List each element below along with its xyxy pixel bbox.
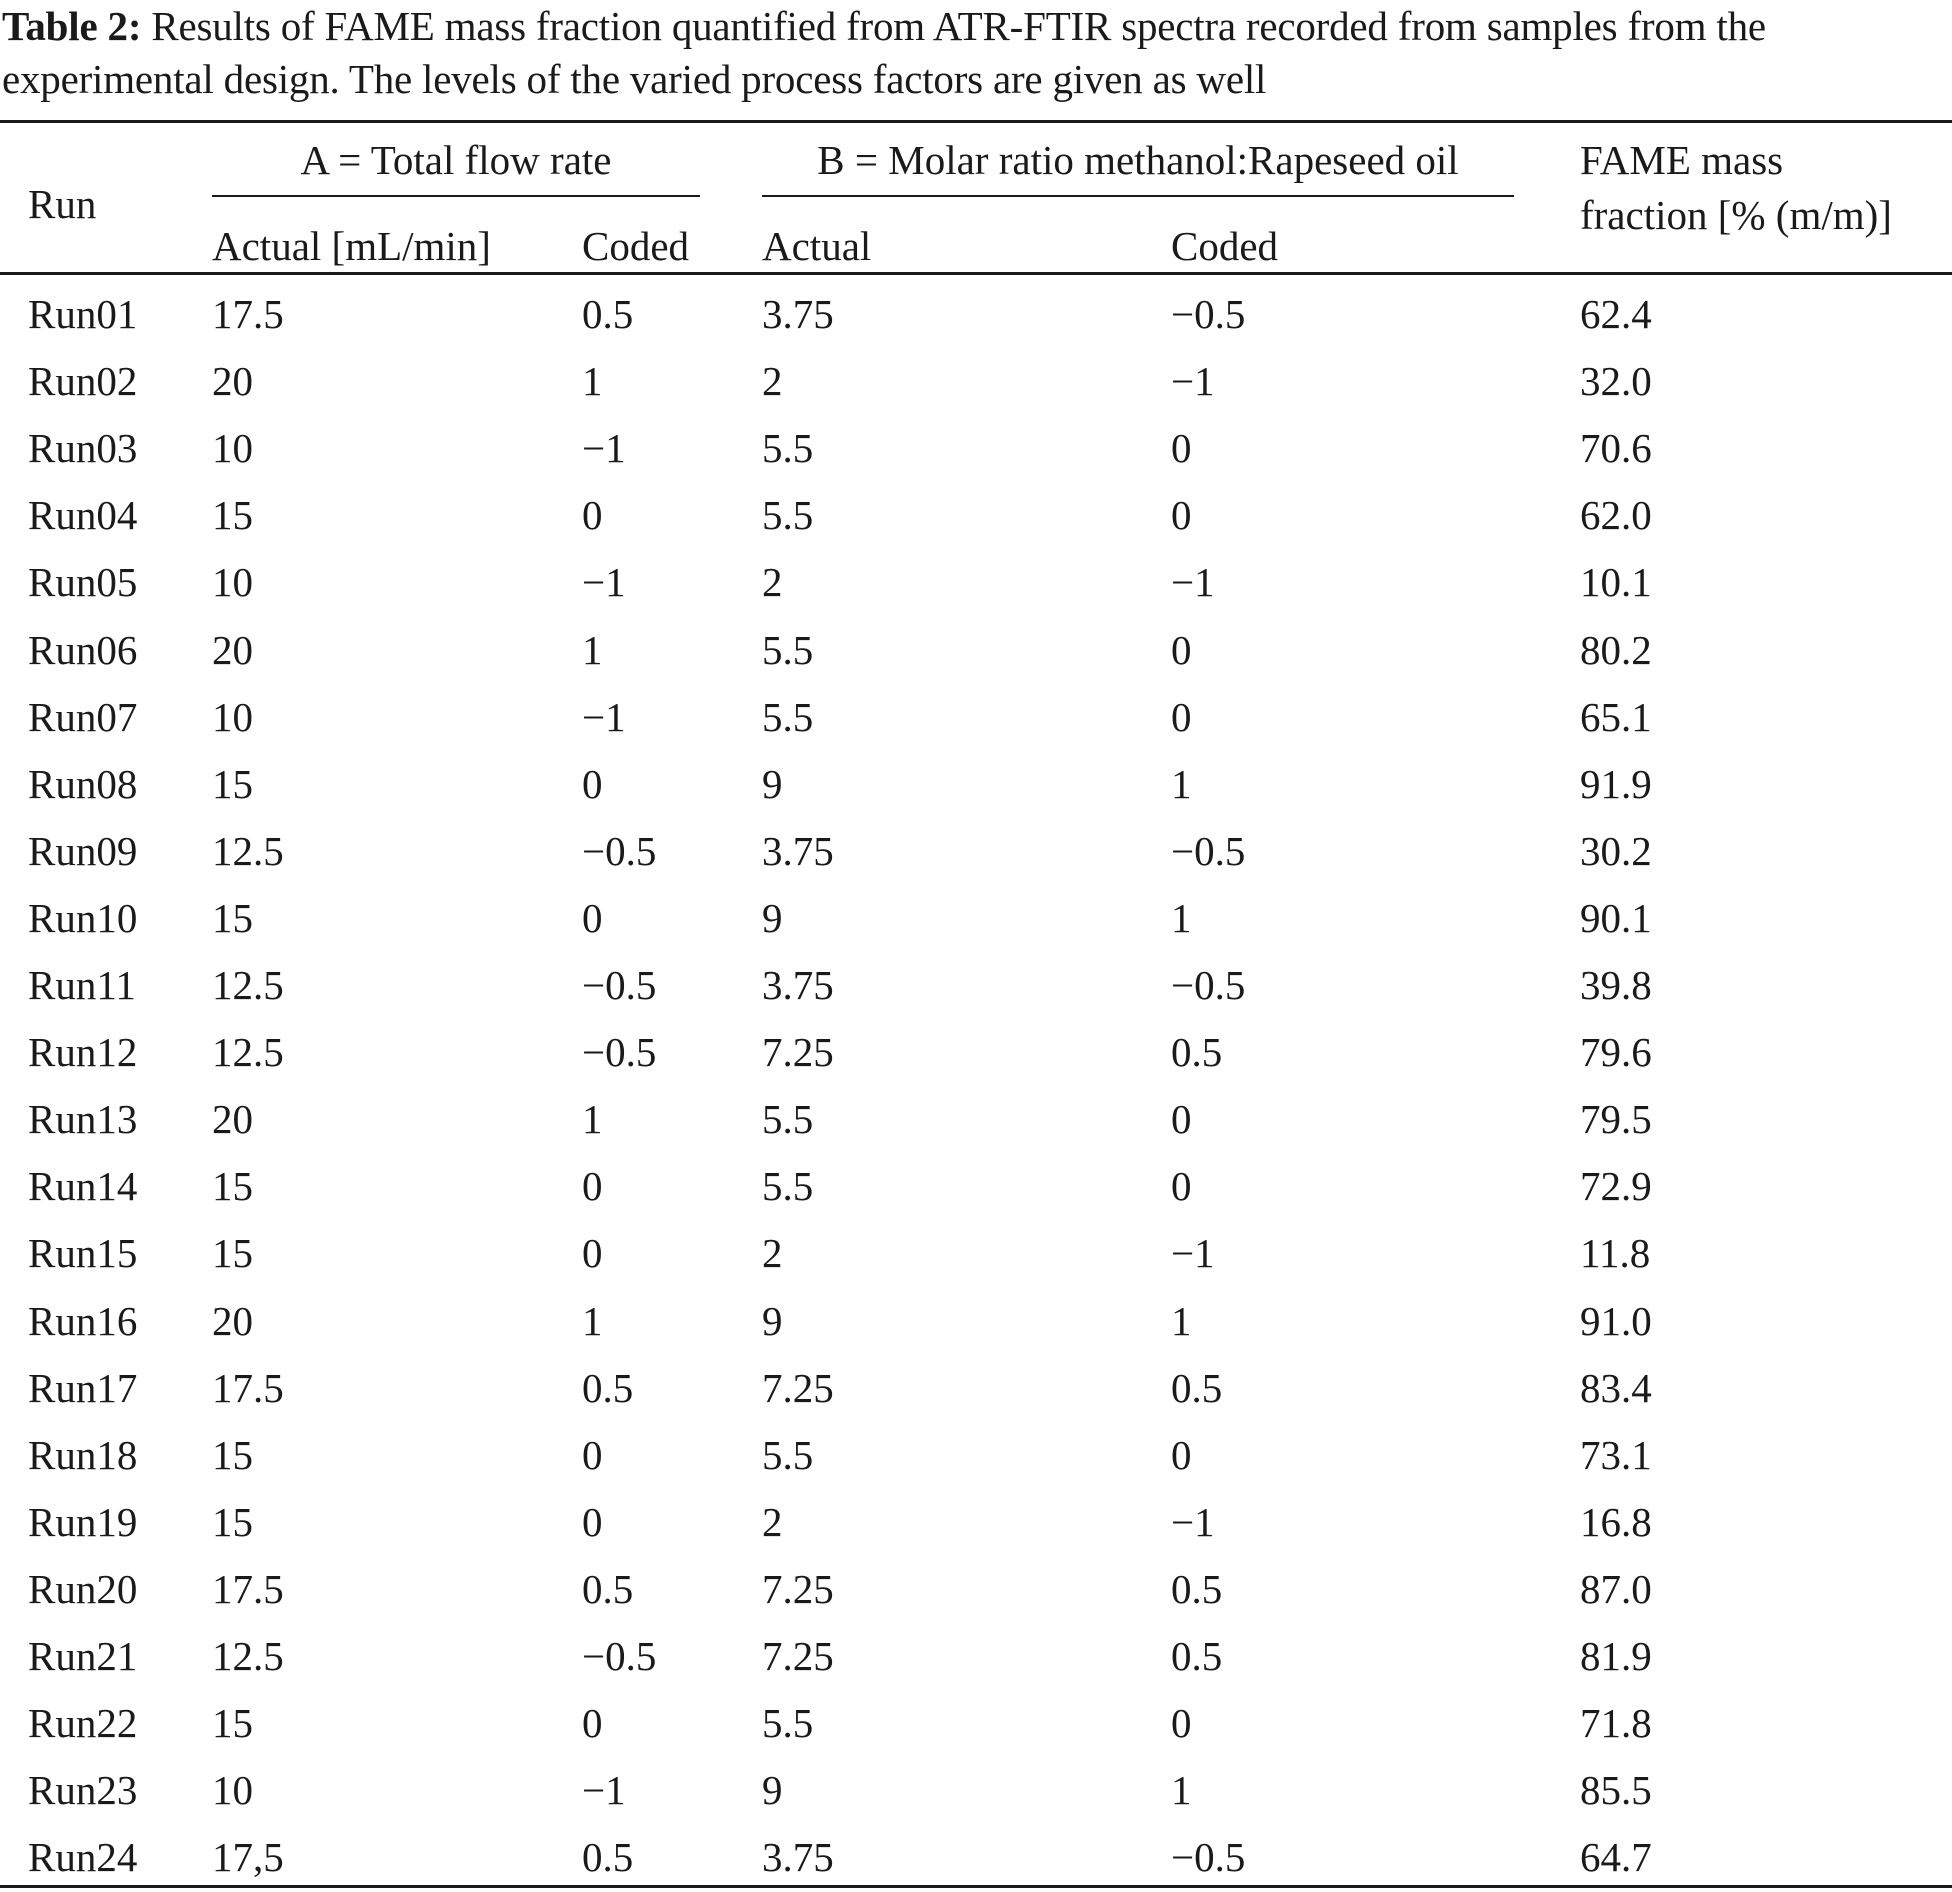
fame-cell: 85.5 — [1580, 1767, 1652, 1813]
a-coded-cell: 0.5 — [582, 1566, 634, 1612]
b-actual-cell: 3.75 — [762, 828, 834, 874]
header-a-coded: Coded — [582, 223, 690, 269]
a-coded-cell: 1 — [582, 358, 603, 404]
fame-cell: 16.8 — [1580, 1499, 1652, 1545]
b-actual-cell: 5.5 — [762, 492, 814, 538]
fame-cell: 83.4 — [1580, 1365, 1652, 1411]
run-cell: Run23 — [28, 1767, 138, 1813]
a-actual-cell: 12.5 — [212, 962, 284, 1008]
run-cell: Run04 — [28, 492, 138, 538]
fame-cell: 91.0 — [1580, 1298, 1652, 1344]
run-cell: Run02 — [28, 358, 138, 404]
caption-text-line2: experimental design. The levels of the varied process factors are given as well — [2, 56, 1267, 102]
a-actual-cell: 20 — [212, 1298, 253, 1344]
b-actual-cell: 5.5 — [762, 1096, 814, 1142]
a-actual-cell: 15 — [212, 761, 253, 807]
run-cell: Run19 — [28, 1499, 138, 1545]
b-coded-cell: −1 — [1171, 1499, 1215, 1545]
caption-text: Results of FAME mass fraction quantified from ATR-FTIR spectra recorded from samples from the — [141, 3, 1766, 49]
run-cell: Run06 — [28, 627, 138, 673]
run-cell: Run08 — [28, 761, 138, 807]
b-coded-cell: 0 — [1171, 492, 1192, 538]
b-actual-cell: 5.5 — [762, 1163, 814, 1209]
b-coded-cell: 0 — [1171, 1096, 1192, 1142]
fame-cell: 64.7 — [1580, 1834, 1652, 1880]
b-coded-cell: −0.5 — [1171, 1834, 1246, 1880]
run-cell: Run24 — [28, 1834, 138, 1880]
fame-cell: 71.8 — [1580, 1700, 1652, 1746]
run-cell: Run03 — [28, 425, 138, 471]
b-coded-cell: −1 — [1171, 1230, 1215, 1276]
fame-cell: 79.6 — [1580, 1029, 1652, 1075]
b-actual-cell: 5.5 — [762, 425, 814, 471]
a-actual-cell: 20 — [212, 627, 253, 673]
a-actual-cell: 17.5 — [212, 291, 284, 337]
table-top-rule — [0, 120, 1952, 123]
a-actual-cell: 12.5 — [212, 1029, 284, 1075]
fame-cell: 10.1 — [1580, 559, 1652, 605]
b-actual-cell: 5.5 — [762, 1432, 814, 1478]
b-coded-cell: −1 — [1171, 358, 1215, 404]
b-actual-cell: 9 — [762, 761, 783, 807]
a-coded-cell: 0 — [582, 895, 603, 941]
header-bottom-rule — [0, 272, 1952, 275]
a-actual-cell: 17,5 — [212, 1834, 284, 1880]
fame-cell: 65.1 — [1580, 694, 1652, 740]
b-coded-cell: −0.5 — [1171, 828, 1246, 874]
b-actual-cell: 3.75 — [762, 1834, 834, 1880]
a-coded-cell: 0 — [582, 1163, 603, 1209]
b-coded-cell: 0 — [1171, 627, 1192, 673]
a-coded-cell: 0.5 — [582, 1834, 634, 1880]
fame-cell: 80.2 — [1580, 627, 1652, 673]
fame-cell: 62.4 — [1580, 291, 1652, 337]
header-group-b: B = Molar ratio methanol:Rapeseed oil — [817, 137, 1459, 183]
b-actual-cell: 3.75 — [762, 291, 834, 337]
a-coded-cell: 0 — [582, 492, 603, 538]
a-coded-cell: 0 — [582, 761, 603, 807]
fame-cell: 39.8 — [1580, 962, 1652, 1008]
a-coded-cell: −1 — [582, 559, 626, 605]
b-coded-cell: −0.5 — [1171, 291, 1246, 337]
b-coded-cell: 1 — [1171, 1767, 1192, 1813]
run-cell: Run16 — [28, 1298, 138, 1344]
run-cell: Run09 — [28, 828, 138, 874]
a-actual-cell: 12.5 — [212, 1633, 284, 1679]
b-coded-cell: 0.5 — [1171, 1365, 1223, 1411]
a-coded-cell: 0 — [582, 1432, 603, 1478]
a-actual-cell: 17.5 — [212, 1566, 284, 1612]
fame-cell: 11.8 — [1580, 1230, 1651, 1276]
run-cell: Run13 — [28, 1096, 138, 1142]
b-actual-cell: 2 — [762, 1499, 783, 1545]
table-caption — [2, 0, 1947, 106]
b-actual-cell: 9 — [762, 1767, 783, 1813]
b-actual-cell: 7.25 — [762, 1633, 834, 1679]
header-group-a: A = Total flow rate — [300, 137, 612, 183]
a-actual-cell: 10 — [212, 694, 253, 740]
a-coded-cell: −0.5 — [582, 828, 657, 874]
run-cell: Run15 — [28, 1230, 138, 1276]
b-actual-cell: 7.25 — [762, 1029, 834, 1075]
b-actual-cell: 7.25 — [762, 1566, 834, 1612]
a-actual-cell: 15 — [212, 1700, 253, 1746]
fame-cell: 30.2 — [1580, 828, 1652, 874]
a-coded-cell: 0 — [582, 1230, 603, 1276]
header-b-actual: Actual — [762, 223, 872, 269]
fame-cell: 79.5 — [1580, 1096, 1652, 1142]
a-coded-cell: 1 — [582, 1298, 603, 1344]
fame-cell: 32.0 — [1580, 358, 1652, 404]
fame-cell: 81.9 — [1580, 1633, 1652, 1679]
table-bottom-rule — [0, 1885, 1952, 1888]
b-coded-cell: 0 — [1171, 694, 1192, 740]
a-coded-cell: −1 — [582, 425, 626, 471]
caption-label: Table 2: — [2, 3, 142, 49]
run-cell: Run20 — [28, 1566, 138, 1612]
b-coded-cell: 0 — [1171, 1700, 1192, 1746]
a-actual-cell: 17.5 — [212, 1365, 284, 1411]
a-actual-cell: 15 — [212, 895, 253, 941]
a-actual-cell: 10 — [212, 425, 253, 471]
b-actual-cell: 3.75 — [762, 962, 834, 1008]
a-actual-cell: 15 — [212, 1230, 253, 1276]
run-cell: Run22 — [28, 1700, 138, 1746]
header-a-actual: Actual [mL/min] — [212, 223, 491, 269]
a-actual-cell: 10 — [212, 559, 253, 605]
run-cell: Run12 — [28, 1029, 138, 1075]
group-b-rule — [762, 195, 1514, 197]
header-run: Run — [28, 181, 97, 227]
a-actual-cell: 20 — [212, 1096, 253, 1142]
fame-cell: 62.0 — [1580, 492, 1652, 538]
b-actual-cell: 2 — [762, 358, 783, 404]
fame-cell: 73.1 — [1580, 1432, 1652, 1478]
run-cell: Run21 — [28, 1633, 138, 1679]
fame-cell: 87.0 — [1580, 1566, 1652, 1612]
fame-cell: 72.9 — [1580, 1163, 1652, 1209]
a-actual-cell: 15 — [212, 1432, 253, 1478]
b-coded-cell: 0.5 — [1171, 1029, 1223, 1075]
run-cell: Run01 — [28, 291, 138, 337]
a-actual-cell: 12.5 — [212, 828, 284, 874]
a-coded-cell: 0 — [582, 1700, 603, 1746]
a-actual-cell: 15 — [212, 1499, 253, 1545]
a-coded-cell: −0.5 — [582, 1633, 657, 1679]
run-cell: Run18 — [28, 1432, 138, 1478]
a-coded-cell: −1 — [582, 1767, 626, 1813]
a-coded-cell: 0.5 — [582, 291, 634, 337]
b-coded-cell: 0 — [1171, 425, 1192, 471]
b-actual-cell: 2 — [762, 559, 783, 605]
group-a-rule — [212, 195, 700, 197]
run-cell: Run07 — [28, 694, 138, 740]
b-coded-cell: 1 — [1171, 895, 1192, 941]
a-coded-cell: −0.5 — [582, 1029, 657, 1075]
fame-cell: 91.9 — [1580, 761, 1652, 807]
a-actual-cell: 10 — [212, 1767, 253, 1813]
a-actual-cell: 15 — [212, 492, 253, 538]
b-actual-cell: 5.5 — [762, 627, 814, 673]
b-actual-cell: 7.25 — [762, 1365, 834, 1411]
a-coded-cell: 0.5 — [582, 1365, 634, 1411]
a-coded-cell: −0.5 — [582, 962, 657, 1008]
b-actual-cell: 5.5 — [762, 1700, 814, 1746]
b-actual-cell: 9 — [762, 1298, 783, 1344]
header-fame-line1: FAME mass — [1580, 137, 1784, 183]
fame-cell: 70.6 — [1580, 425, 1652, 471]
b-coded-cell: −0.5 — [1171, 962, 1246, 1008]
b-actual-cell: 5.5 — [762, 694, 814, 740]
b-coded-cell: −1 — [1171, 559, 1215, 605]
run-cell: Run17 — [28, 1365, 138, 1411]
a-coded-cell: −1 — [582, 694, 626, 740]
run-cell: Run11 — [28, 962, 136, 1008]
a-coded-cell: 1 — [582, 1096, 603, 1142]
b-coded-cell: 0 — [1171, 1163, 1192, 1209]
header-b-coded: Coded — [1171, 223, 1279, 269]
a-actual-cell: 20 — [212, 358, 253, 404]
fame-cell: 90.1 — [1580, 895, 1652, 941]
a-actual-cell: 15 — [212, 1163, 253, 1209]
b-coded-cell: 0 — [1171, 1432, 1192, 1478]
b-actual-cell: 2 — [762, 1230, 783, 1276]
b-coded-cell: 1 — [1171, 761, 1192, 807]
b-coded-cell: 0.5 — [1171, 1566, 1223, 1612]
b-actual-cell: 9 — [762, 895, 783, 941]
run-cell: Run05 — [28, 559, 138, 605]
header-fame-line2: fraction [% (m/m)] — [1580, 192, 1892, 238]
b-coded-cell: 0.5 — [1171, 1633, 1223, 1679]
run-cell: Run10 — [28, 895, 138, 941]
run-cell: Run14 — [28, 1163, 138, 1209]
b-coded-cell: 1 — [1171, 1298, 1192, 1344]
a-coded-cell: 0 — [582, 1499, 603, 1545]
a-coded-cell: 1 — [582, 627, 603, 673]
